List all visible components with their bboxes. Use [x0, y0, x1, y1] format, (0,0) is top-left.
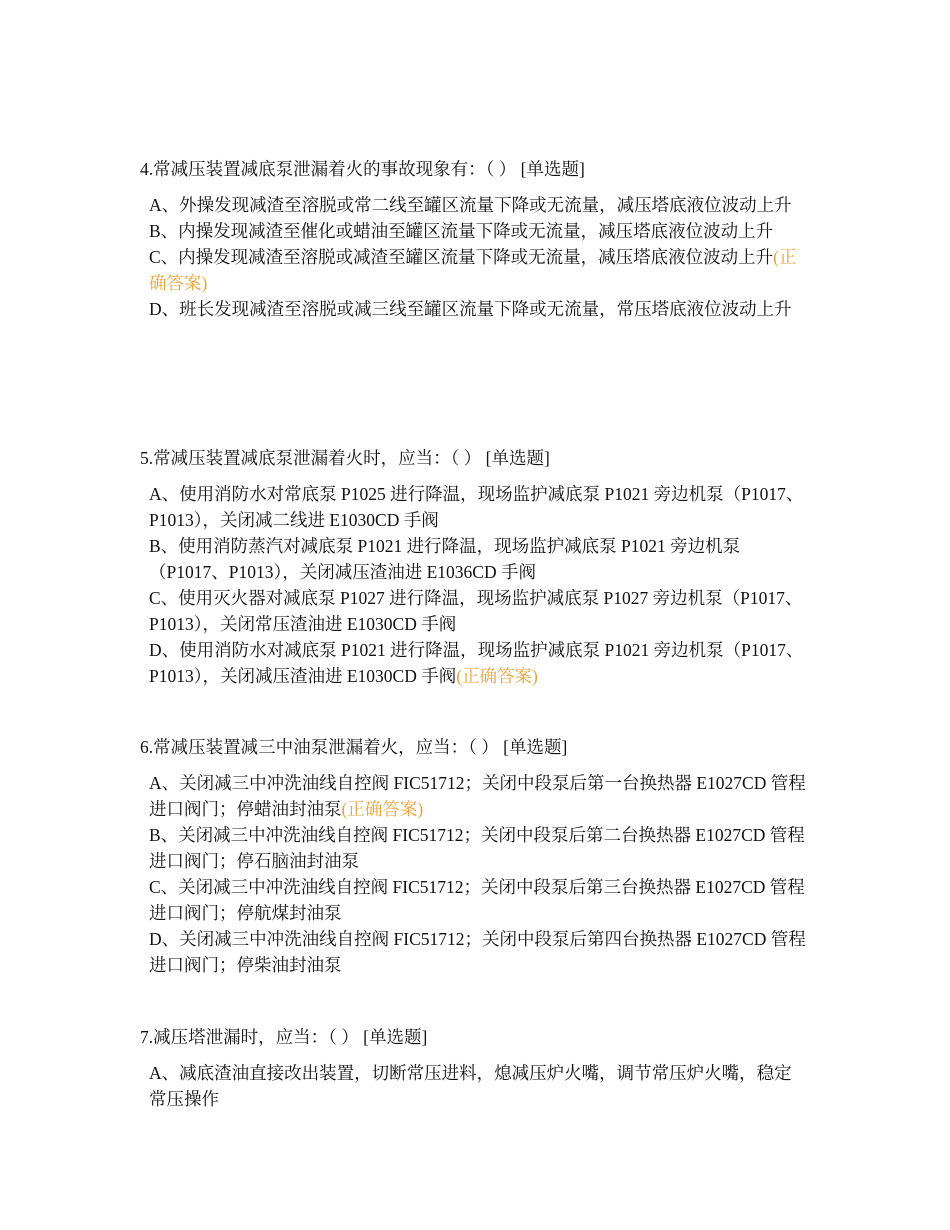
option-c: [149, 585, 809, 637]
option-b: [149, 822, 809, 874]
option-c: [149, 244, 809, 296]
question-title: 6.常减压装置减三中油泵泄漏着火，应当：（ ） [单选题]: [140, 737, 568, 757]
option-text: C、关闭减三中冲洗油线自控阀 FIC51712；关闭中段泵后第三台换热器 E1027CD 管程进口阀门；停航煤封油泵: [149, 877, 805, 923]
option-c: [149, 874, 809, 926]
option-text: A、使用消防水对常底泵 P1025 进行降温，现场监护减底泵 P1021 旁边机泵（P1017、P1013），关闭减二线进 E1030CD 手阀: [149, 484, 804, 530]
question-title: 7.减压塔泄漏时，应当：（ ） [单选题]: [140, 1027, 428, 1047]
option-text: B、关闭减三中冲洗油线自控阀 FIC51712；关闭中段泵后第二台换热器 E1027CD 管程进口阀门；停石脑油封油泵: [149, 825, 805, 871]
option-text: C、内操发现减渣至溶脱或减渣至罐区流量下降或无流量，减压塔底液位波动上升: [149, 247, 774, 267]
question-7: [140, 1024, 810, 1112]
option-a: [149, 481, 809, 533]
option-a: [149, 1060, 809, 1112]
option-list: [140, 1060, 809, 1112]
option-list: [140, 192, 809, 322]
option-d: [149, 637, 809, 689]
option-list: [140, 770, 809, 978]
option-b: [149, 533, 809, 585]
option-text: B、使用消防蒸汽对减底泵 P1021 进行降温，现场监护减底泵 P1021 旁边机泵（P1017、P1013），关闭减压渣油进 E1036CD 手阀: [149, 536, 741, 582]
question-5: [140, 445, 810, 689]
option-a: [149, 192, 809, 218]
option-text: D、班长发现减渣至溶脱或减三线至罐区流量下降或无流量，常压塔底液位波动上升: [149, 299, 792, 319]
option-text: B、内操发现减渣至催化或蜡油至罐区流量下降或无流量，减压塔底液位波动上升: [149, 221, 774, 241]
option-text: A、外操发现减渣至溶脱或常二线至罐区流量下降或无流量，减压塔底液位波动上升: [149, 195, 792, 215]
question-4: [140, 156, 810, 322]
option-text: A、关闭减三中冲洗油线自控阀 FIC51712；关闭中段泵后第一台换热器 E1027CD 管程进口阀门；停蜡油封油泵: [149, 773, 806, 819]
correct-answer-tag: (正确答案): [149, 247, 797, 293]
correct-answer-tag: (正确答案): [341, 799, 424, 819]
correct-answer-tag: (正确答案): [456, 666, 538, 686]
option-d: [149, 296, 809, 322]
option-list: [140, 481, 809, 689]
option-text: A、减底渣油直接改出装置，切断常压进料，熄减压炉火嘴，调节常压炉火嘴，稳定常压操作: [149, 1063, 792, 1109]
option-text: D、使用消防水对减底泵 P1021 进行降温，现场监护减底泵 P1021 旁边机泵（P1017、P1013），关闭减压渣油进 E1030CD 手阀: [149, 640, 804, 686]
option-a: [149, 770, 809, 822]
option-b: [149, 218, 809, 244]
option-text: C、使用灭火器对减底泵 P1027 进行降温，现场监护减底泵 P1027 旁边机泵（P1017、P1013），关闭常压渣油进 E1030CD 手阀: [149, 588, 803, 634]
question-title: 5.常减压装置减底泵泄漏着火时，应当：（ ） [单选题]: [140, 448, 550, 468]
option-d: [149, 926, 809, 978]
option-text: D、关闭减三中冲洗油线自控阀 FIC51712；关闭中段泵后第四台换热器 E1027CD 管程进口阀门；停柴油封油泵: [149, 929, 806, 975]
question-6: [140, 734, 810, 978]
question-title: 4.常减压装置减底泵泄漏着火的事故现象有：（ ） [单选题]: [140, 159, 585, 179]
